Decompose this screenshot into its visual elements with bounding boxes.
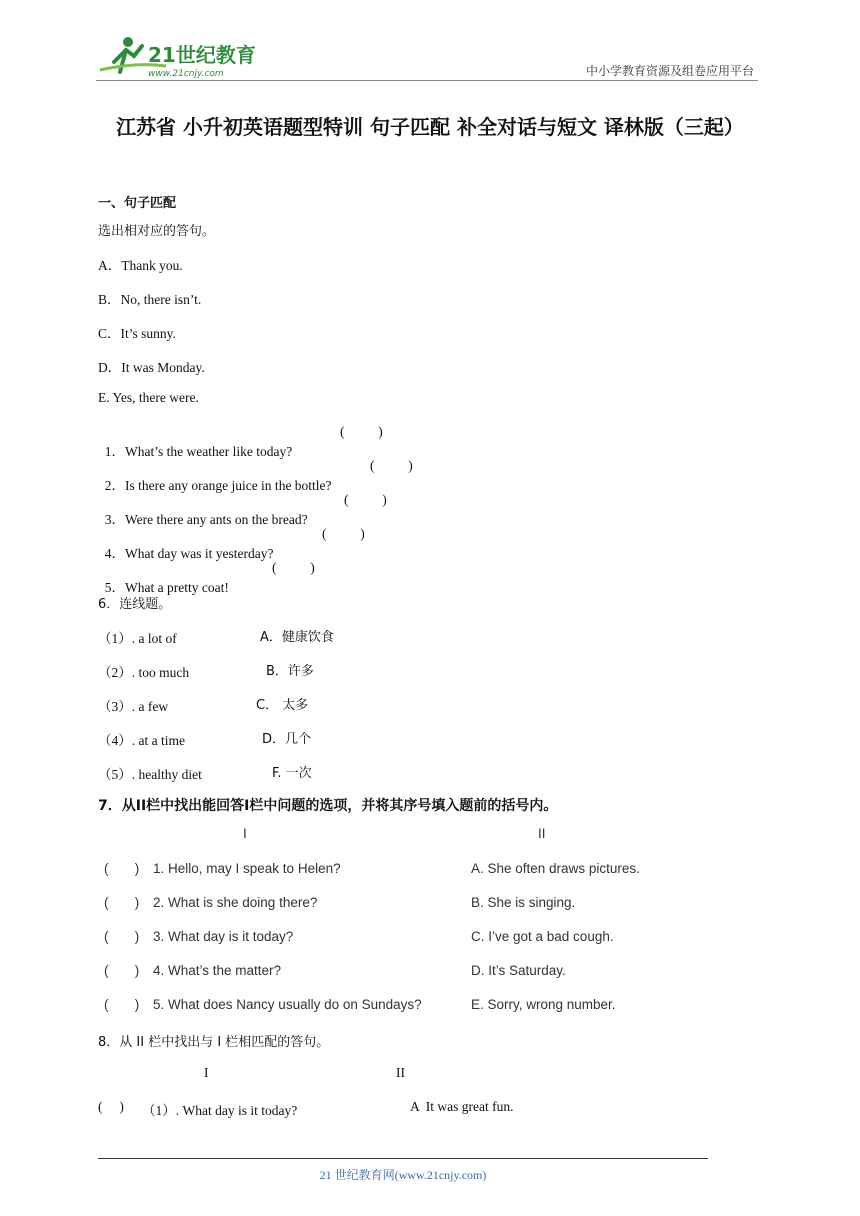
question-item	[98, 492, 308, 528]
question-item	[98, 458, 332, 494]
question-text: What a pretty coat!	[125, 580, 229, 595]
page-title: 江苏省 小升初英语题型特训 句子匹配 补全对话与短文 译林版（三起）	[116, 115, 744, 139]
match-left-item[interactable]: （4）. at a time	[98, 733, 185, 748]
table-question: 5. What does Nancy usually do on Sundays?	[153, 997, 422, 1012]
option-c: C．It’s sunny.	[98, 326, 176, 341]
table-question: 4. What’s the matter?	[153, 963, 282, 978]
answer-blank[interactable]: ( )	[104, 895, 140, 910]
table-question: 3. What day is it today?	[153, 929, 294, 944]
match-left-item[interactable]: （2）. too much	[98, 665, 190, 680]
question-text: Were there any ants on the bread?	[125, 512, 308, 527]
section-heading: 一、句子匹配	[98, 196, 177, 211]
question-number: 2．	[104, 478, 125, 493]
section-instruction: 选出相对应的答句。	[98, 224, 216, 239]
option-e: E. Yes, there were.	[98, 390, 199, 405]
match-right-item[interactable]: A．健康饮食	[260, 630, 334, 645]
table-answer: C. I’ve got a bad cough.	[471, 929, 614, 944]
site-logo	[96, 32, 266, 80]
question-item	[98, 526, 273, 562]
logo-text: 21世纪教育	[148, 43, 256, 67]
question-number: 4．	[104, 546, 125, 561]
match-left-item[interactable]: （1）. a lot of	[98, 631, 177, 646]
match-left-item[interactable]: （3）. a few	[98, 699, 169, 714]
table-answer: E. Sorry, wrong number.	[471, 997, 616, 1012]
match-right-item[interactable]: B．许多	[266, 664, 314, 679]
answer-blank[interactable]: ( )	[340, 424, 383, 439]
question-8-heading: 8．从 II 栏中找出与 I 栏相匹配的答句。	[98, 1035, 330, 1050]
answer-blank[interactable]: ( )	[272, 560, 315, 575]
question-number: 3．	[104, 512, 125, 527]
match-right-item[interactable]: D．几个	[262, 732, 312, 747]
footer-divider	[98, 1158, 708, 1159]
table-answer: A. She often draws pictures.	[471, 861, 640, 876]
table-answer: A It was great fun.	[410, 1099, 514, 1114]
question-7-heading: 7．从II栏中找出能回答I栏中问题的选项，并将其序号填入题前的括号内。	[98, 798, 558, 814]
column-header-ii: II	[396, 1065, 405, 1080]
match-right-item[interactable]: C． 太多	[256, 698, 309, 713]
option-a: A．Thank you.	[98, 258, 183, 273]
table-question: （1）. What day is it today?	[142, 1103, 298, 1118]
answer-blank[interactable]: ( )	[104, 997, 140, 1012]
table-answer: D. It’s Saturday.	[471, 963, 566, 978]
table-question: 2. What is she doing there?	[153, 895, 318, 910]
table-answer: B. She is singing.	[471, 895, 576, 910]
column-header-i: I	[243, 826, 247, 841]
option-b: B．No, there isn’t.	[98, 292, 202, 307]
table-question: 1. Hello, may I speak to Helen?	[153, 861, 341, 876]
answer-blank[interactable]: ( )	[322, 526, 365, 541]
answer-blank[interactable]: ( )	[344, 492, 387, 507]
footer-text[interactable]: 21 世纪教育网(www.21cnjy.com)	[319, 1168, 487, 1182]
answer-blank[interactable]: ( )	[104, 861, 140, 876]
answer-blank[interactable]: ( )	[104, 929, 140, 944]
match-right-item[interactable]: F. 一次	[272, 766, 312, 781]
answer-blank[interactable]: ( )	[370, 458, 413, 473]
question-text: What day was it yesterday?	[125, 546, 274, 561]
column-header-ii: II	[538, 826, 546, 841]
question-text: Is there any orange juice in the bottle?	[125, 478, 332, 493]
answer-blank[interactable]: ( )	[104, 963, 140, 978]
logo-url: www.21cnjy.com	[148, 69, 224, 79]
question-text: What’s the weather like today?	[125, 444, 293, 459]
answer-blank[interactable]: ( )	[98, 1099, 124, 1114]
header-platform-text: 中小学教育资源及组卷应用平台	[585, 64, 754, 78]
option-d: D．It was Monday.	[98, 360, 205, 375]
header-divider	[96, 80, 758, 81]
question-item	[98, 424, 292, 460]
runner-logo-icon	[96, 32, 266, 80]
question-number: 5．	[104, 580, 125, 595]
match-left-item[interactable]: （5）. healthy diet	[98, 767, 202, 782]
question-item	[98, 560, 229, 596]
question-number: 1．	[104, 444, 125, 459]
column-header-i: I	[204, 1065, 209, 1080]
question-6-heading: 6．连线题。	[98, 597, 172, 612]
